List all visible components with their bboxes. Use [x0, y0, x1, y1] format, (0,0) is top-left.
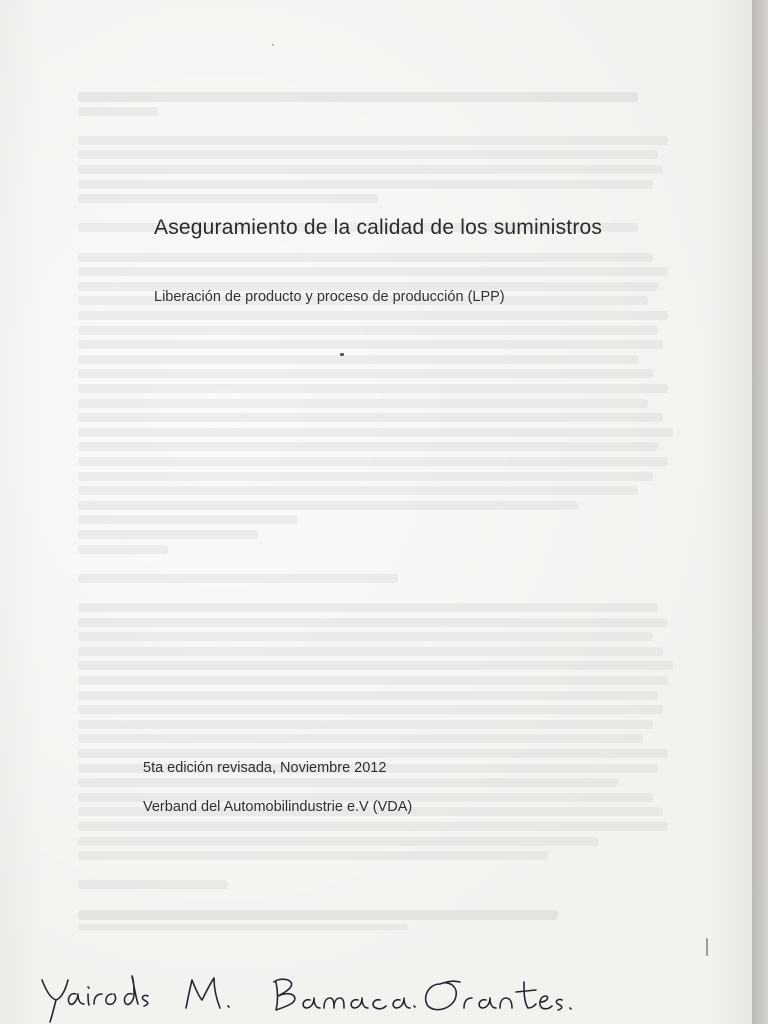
- bleed-line: [78, 691, 658, 700]
- bleed-line: [78, 603, 658, 612]
- bleed-line: [78, 749, 668, 758]
- ink-speck: [706, 938, 708, 956]
- publisher-info: Verband del Automobilindustrie e.V (VDA): [143, 799, 413, 815]
- bleed-line: [78, 618, 668, 627]
- bleed-line: [78, 399, 648, 408]
- bleed-line: [78, 340, 663, 349]
- bleed-line: [78, 180, 653, 189]
- bleed-line: [78, 705, 663, 714]
- bleed-line: [78, 369, 653, 378]
- bleed-line: [78, 457, 668, 466]
- bleed-line: [78, 472, 653, 481]
- bleed-line: [78, 267, 668, 276]
- bleed-line: [78, 311, 668, 320]
- bleed-line: [78, 545, 168, 554]
- bleed-line: [78, 676, 668, 685]
- bleed-line: [78, 384, 668, 393]
- bleed-line: [78, 326, 658, 335]
- bleed-line: [78, 647, 663, 656]
- bleed-line: [78, 486, 638, 495]
- bleed-line: [78, 661, 673, 670]
- document-title: Aseguramiento de la calidad de los suministros: [154, 216, 603, 239]
- bleed-line: [78, 92, 638, 102]
- document-subtitle: Liberación de producto y proceso de producción (LPP): [154, 289, 505, 305]
- bleed-line: [78, 136, 668, 145]
- ink-speck: [272, 44, 274, 46]
- bleed-line: [78, 413, 663, 422]
- bleed-line: [78, 501, 578, 510]
- page-edge-shadow: [752, 0, 768, 1024]
- bleed-line: [78, 822, 668, 831]
- bleed-line: [78, 428, 673, 437]
- edition-info: 5ta edición revisada, Noviembre 2012: [143, 760, 387, 776]
- bleed-line: [78, 150, 658, 159]
- bleed-line: [78, 530, 258, 539]
- ink-speck: [340, 353, 344, 356]
- bleed-line: [78, 837, 598, 846]
- bleed-line: [78, 442, 658, 451]
- bleed-line: [78, 574, 398, 583]
- bleed-line: [78, 910, 558, 920]
- bleed-line: [78, 253, 653, 262]
- handwritten-signature: [36, 968, 736, 1024]
- bleed-line: [78, 165, 663, 174]
- bleed-line: [78, 924, 408, 930]
- bleed-line: [78, 515, 298, 524]
- bleed-line: [78, 851, 548, 860]
- bleed-line: [78, 632, 653, 641]
- bleed-line: [78, 355, 638, 364]
- bleed-line: [78, 880, 228, 889]
- bleed-line: [78, 778, 618, 787]
- signature-drawing: [36, 968, 736, 1024]
- bleed-line: [78, 194, 378, 203]
- bleed-line: [78, 720, 653, 729]
- bleed-line: [78, 734, 643, 743]
- bleed-line: [78, 107, 158, 116]
